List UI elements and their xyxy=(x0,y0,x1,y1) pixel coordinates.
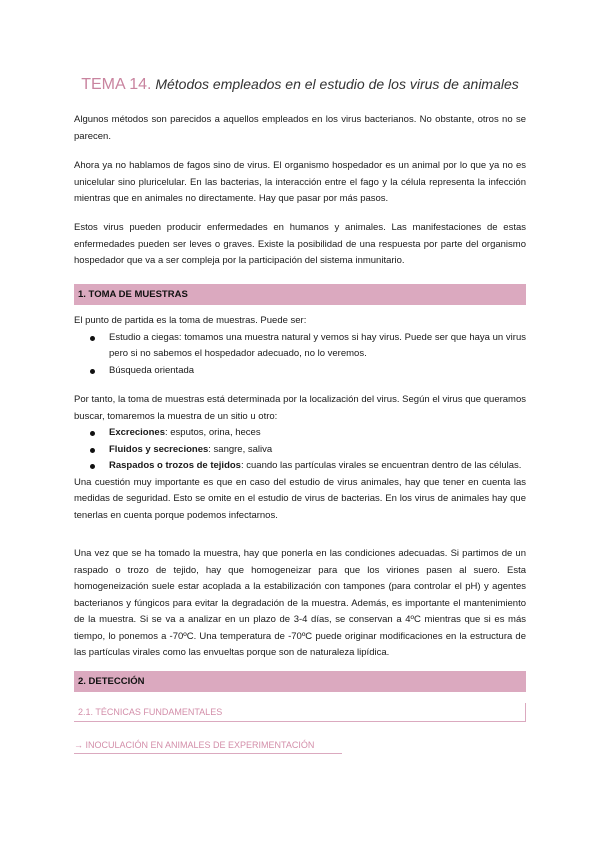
list-item: Búsqueda orientada xyxy=(74,363,526,380)
list-item: Fluidos y secreciones: sangre, saliva xyxy=(74,442,526,459)
bullet-icon xyxy=(90,369,95,374)
bullet-icon xyxy=(90,448,95,453)
subsubsection-heading-inoculacion: → INOCULACIÓN EN ANIMALES DE EXPERIMENTACIÓN xyxy=(74,737,342,754)
intro-paragraph-1: Algunos métodos son parecidos a aquellos empleados en los virus bacterianos. No obstante, otros no se parecen. xyxy=(74,114,526,142)
list-item: Estudio a ciegas: tomamos una muestra natural y vemos si hay virus. Puede ser que haya un virus pero si no sabemos el hospedador adecuado, no lo veremos. xyxy=(74,330,526,363)
title-number: TEMA 14. xyxy=(81,76,152,93)
intro-paragraph-3: Estos virus pueden producir enfermedades en humanos y animales. Las manifestaciones de estas enfermedades pueden ser leves o graves. Existe la posibilidad de una respuesta por parte del organismo hospedador que va a ser compleja por la participación del sistema inmunitario. xyxy=(74,222,526,266)
intro-paragraph-2: Ahora ya no hablamos de fagos sino de virus. El organismo hospedador es un animal por lo que ya no es unicelular sino pluricelular. En las bacterias, la interacción entre el fago y la célula representa la infección mientras que en animales no directamente. Hay que pasar por más pasos. xyxy=(74,160,526,204)
list-item: Raspados o trozos de tejidos: cuando las partículas virales se encuentran dentro de las células. xyxy=(74,458,526,475)
title-subtitle: Métodos empleados en el estudio de los virus de animales xyxy=(155,76,519,92)
bullet-icon xyxy=(90,431,95,436)
sample-source-list xyxy=(74,425,526,475)
section1-paragraph-4: Una vez que se ha tomado la muestra, hay que ponerla en las condiciones adecuadas. Si partimos de un raspado o trozo de tejido, hay que homogeneizar para que los viriones pasen al suero. Esta homogeneización suele estar acoplada a la estabilización con tampones (para controlar el pH) y agentes bacterianos y fúngicos para evitar la degradación de la muestra. Además, es importante el mantenimiento de la muestra. Si se va a analizar en un plazo de 3-4 días, se conservan a 4ºC mientras que si es más tiempo, lo ponemos a -70ºC. Una temperatura de -70ºC puede originar modificaciones en la estructura de las partículas virales como las envueltas porque son de naturaleza lipídica. xyxy=(74,548,526,658)
section1-block-2 xyxy=(74,392,526,524)
sampling-type-list xyxy=(74,330,526,380)
section1-paragraph-3: Una cuestión muy importante es que en caso del estudio de virus animales, hay que tener en cuenta las medidas de seguridad. Esto se omite en el estudio de virus de bacterias. En los virus de animales hay que tenerlas en cuenta porque podemos infectarnos. xyxy=(74,476,526,521)
section-heading-deteccion: 2. DETECCIÓN xyxy=(74,671,526,692)
section1-paragraph-2: Por tanto, la toma de muestras está determinada por la localización del virus. Según el virus que queramos buscar, tomaremos la muestra de un sitio u otro: xyxy=(74,394,526,422)
bullet-icon xyxy=(90,336,95,341)
section1-lead: El punto de partida es la toma de muestras. Puede ser: xyxy=(74,315,307,326)
page-title xyxy=(0,76,600,94)
bullet-icon xyxy=(90,464,95,469)
list-item: Excreciones: esputos, orina, heces xyxy=(74,425,526,442)
subsection-heading-tecnicas: 2.1. TÉCNICAS FUNDAMENTALES xyxy=(74,703,526,722)
section1-block-1 xyxy=(74,313,526,379)
section-heading-toma-muestras: 1. TOMA DE MUESTRAS xyxy=(74,284,526,305)
